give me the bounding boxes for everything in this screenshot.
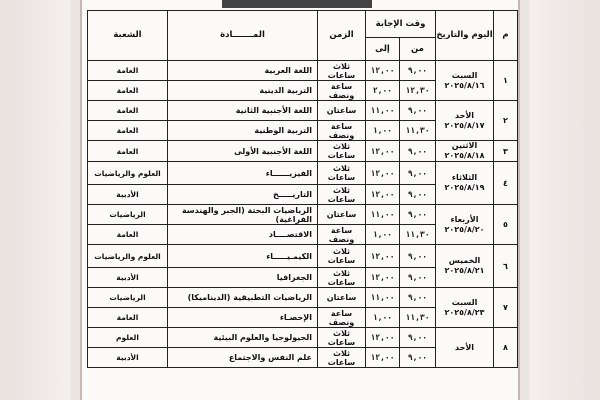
duration-cell: ثلاث ساعات bbox=[318, 141, 366, 162]
exam-date: ٢٠٢٥/٨/١٦ bbox=[444, 80, 485, 90]
time-from: ٩,٠٠ bbox=[400, 61, 436, 81]
day-name: الخميس bbox=[448, 256, 481, 265]
time-to: ١٢,٠٠ bbox=[366, 185, 400, 205]
time-to: ١,٠٠ bbox=[366, 308, 400, 328]
header-subject: المـــــــادة bbox=[168, 11, 318, 61]
exam-date: ٢٠٢٥/٨/٢١ bbox=[444, 266, 485, 275]
row-number: ٣ bbox=[494, 141, 518, 162]
day-name: الثلاثاء bbox=[451, 173, 478, 182]
duration-cell: ثلاث ساعات bbox=[318, 348, 366, 368]
branch-cell: الرياضيات bbox=[88, 288, 168, 308]
subject-cell: اللغة العربية bbox=[168, 61, 318, 81]
row-number: ١ bbox=[494, 61, 518, 101]
time-from: ٩,٠٠ bbox=[400, 101, 436, 121]
time-from: ٩,٠٠ bbox=[400, 268, 436, 288]
subject-cell: اللغة الأجنبية الأولى bbox=[168, 141, 318, 162]
branch-cell: العامة bbox=[88, 225, 168, 245]
duration-cell: ثلاث ساعات bbox=[318, 185, 366, 205]
exam-schedule-table bbox=[87, 10, 518, 368]
branch-cell: العامة bbox=[88, 61, 168, 81]
time-to: ١١,٠٠ bbox=[366, 101, 400, 121]
day-date-cell bbox=[436, 205, 494, 245]
time-from: ٩,٠٠ bbox=[400, 288, 436, 308]
time-to: ٢,٠٠ bbox=[366, 81, 400, 101]
branch-cell: الرياضيات bbox=[88, 205, 168, 225]
day-name: الأحد bbox=[454, 342, 475, 352]
header-answer-time: وقت الإجابة bbox=[366, 11, 436, 38]
branch-cell: العامة bbox=[88, 121, 168, 141]
branch-cell: العامة bbox=[88, 141, 168, 162]
header-to: إلى bbox=[366, 38, 400, 61]
time-from: ١١,٣٠ bbox=[400, 225, 436, 245]
day-date-cell bbox=[436, 288, 494, 328]
time-from: ٩,٠٠ bbox=[400, 205, 436, 225]
branch-cell: العامة bbox=[88, 101, 168, 121]
time-from: ٩,٠٠ bbox=[400, 245, 436, 268]
table-row bbox=[88, 328, 518, 348]
background-right bbox=[530, 0, 600, 400]
time-to: ١٢,٠٠ bbox=[366, 162, 400, 185]
day-date-cell bbox=[436, 245, 494, 288]
time-to: ١١,٠٠ bbox=[366, 288, 400, 308]
time-to: ١٢,٠٠ bbox=[366, 328, 400, 348]
duration-cell: ثلاث ساعات bbox=[318, 268, 366, 288]
day-date-cell bbox=[436, 61, 494, 101]
subject-cell: الجغرافيا bbox=[168, 268, 318, 288]
time-to: ١١,٠٠ bbox=[366, 205, 400, 225]
row-number: ٧ bbox=[494, 288, 518, 328]
header-from: من bbox=[400, 38, 436, 61]
background-left bbox=[0, 0, 70, 400]
exam-date: ٢٠٢٥/٨/١٧ bbox=[444, 120, 485, 130]
duration-cell: ثلاث ساعات bbox=[318, 328, 366, 348]
subject-cell: الاقتصــــاد bbox=[168, 225, 318, 245]
branch-cell: العامة bbox=[88, 308, 168, 328]
branch-cell: الأدبية bbox=[88, 268, 168, 288]
time-from: ١١,٣٠ bbox=[400, 308, 436, 328]
day-name: السبت bbox=[451, 297, 478, 307]
table-row bbox=[88, 61, 518, 81]
header-row-no: م bbox=[494, 11, 518, 61]
subject-cell: علم النفس والاجتماع bbox=[168, 348, 318, 368]
subject-cell: الإحصـاء bbox=[168, 308, 318, 328]
table-row bbox=[88, 245, 518, 268]
time-from: ٩,٠٠ bbox=[400, 348, 436, 368]
day-date-cell bbox=[436, 328, 494, 368]
branch-cell: العامة bbox=[88, 81, 168, 101]
subject-cell: الرياضيات التطبيقية (الديناميكا) bbox=[168, 288, 318, 308]
exam-date: ٢٠٢٥/٨/٢٣ bbox=[444, 307, 485, 317]
day-date-cell bbox=[436, 101, 494, 141]
branch-cell: العلوم والرياضيات bbox=[88, 245, 168, 268]
time-from: ٩,٠٠ bbox=[400, 328, 436, 348]
time-from: ٩,٠٠ bbox=[400, 162, 436, 185]
subject-cell: التاريـــــخ bbox=[168, 185, 318, 205]
header-day-date: اليوم والتاريخ bbox=[436, 11, 494, 61]
day-name: الأحد bbox=[454, 110, 475, 120]
header-branch: الشعبة bbox=[88, 11, 168, 61]
time-to: ١,٠٠ bbox=[366, 121, 400, 141]
header-duration: الزمن bbox=[318, 11, 366, 61]
time-to: ١٢,٠٠ bbox=[366, 61, 400, 81]
row-number: ٨ bbox=[494, 328, 518, 368]
time-to: ١٢,٠٠ bbox=[366, 141, 400, 162]
branch-cell: العلوم والرياضيات bbox=[88, 162, 168, 185]
duration-cell: ساعة ونصف bbox=[318, 121, 366, 141]
exam-date: ٢٠٢٥/٨/١٩ bbox=[444, 183, 485, 192]
time-to: ١٢,٠٠ bbox=[366, 268, 400, 288]
duration-cell: ساعتان bbox=[318, 205, 366, 225]
subject-cell: الرياضيات البحتة (الجبر والهندسة الفراغية) bbox=[168, 205, 318, 225]
time-from: ٩,٠٠ bbox=[400, 185, 436, 205]
time-from: ١٢,٣٠ bbox=[400, 81, 436, 101]
table-row bbox=[88, 288, 518, 308]
branch-cell: الأدبية bbox=[88, 185, 168, 205]
subject-cell: اللغة الأجنبية الثانية bbox=[168, 101, 318, 121]
time-to: ١٢,٠٠ bbox=[366, 245, 400, 268]
time-to: ١,٠٠ bbox=[366, 225, 400, 245]
duration-cell: ثلاث ساعات bbox=[318, 61, 366, 81]
branch-cell: الأدبية bbox=[88, 348, 168, 368]
subject-cell: التربية الوطنية bbox=[168, 121, 318, 141]
row-number: ٥ bbox=[494, 205, 518, 245]
row-number: ٦ bbox=[494, 245, 518, 288]
header-bar bbox=[222, 0, 372, 8]
duration-cell: ساعتان bbox=[318, 288, 366, 308]
day-name: السبت bbox=[451, 70, 478, 80]
exam-date: ٢٠٢٥/٨/٢٠ bbox=[444, 224, 485, 234]
duration-cell: ساعة ونصف bbox=[318, 225, 366, 245]
subject-cell: الفيزيــــــاء bbox=[168, 162, 318, 185]
duration-cell: ساعتان bbox=[318, 101, 366, 121]
day-name: الاثنين bbox=[451, 141, 478, 150]
table-row bbox=[88, 162, 518, 185]
row-number: ٤ bbox=[494, 162, 518, 205]
duration-cell: ساعة ونصف bbox=[318, 81, 366, 101]
table-row bbox=[88, 141, 518, 162]
day-name: الأربعاء bbox=[450, 214, 479, 224]
table-row bbox=[88, 205, 518, 225]
exam-date: ٢٠٢٥/٨/١٨ bbox=[444, 151, 485, 160]
row-number: ٢ bbox=[494, 101, 518, 141]
time-to: ١٢,٠٠ bbox=[366, 348, 400, 368]
subject-cell: الكيمـيـــــاء bbox=[168, 245, 318, 268]
table-row bbox=[88, 101, 518, 121]
subject-cell: الجيولوجيا والعلوم البيئية bbox=[168, 328, 318, 348]
subject-cell: التربية الدينية bbox=[168, 81, 318, 101]
day-date-cell bbox=[436, 141, 494, 162]
duration-cell: ثلاث ساعات bbox=[318, 245, 366, 268]
duration-cell: ساعة ونصف bbox=[318, 308, 366, 328]
exam-schedule-sheet bbox=[80, 0, 520, 400]
day-date-cell bbox=[436, 162, 494, 205]
branch-cell: العلوم bbox=[88, 328, 168, 348]
time-from: ١١,٣٠ bbox=[400, 121, 436, 141]
time-from: ٩,٠٠ bbox=[400, 141, 436, 162]
duration-cell: ثلاث ساعات bbox=[318, 162, 366, 185]
